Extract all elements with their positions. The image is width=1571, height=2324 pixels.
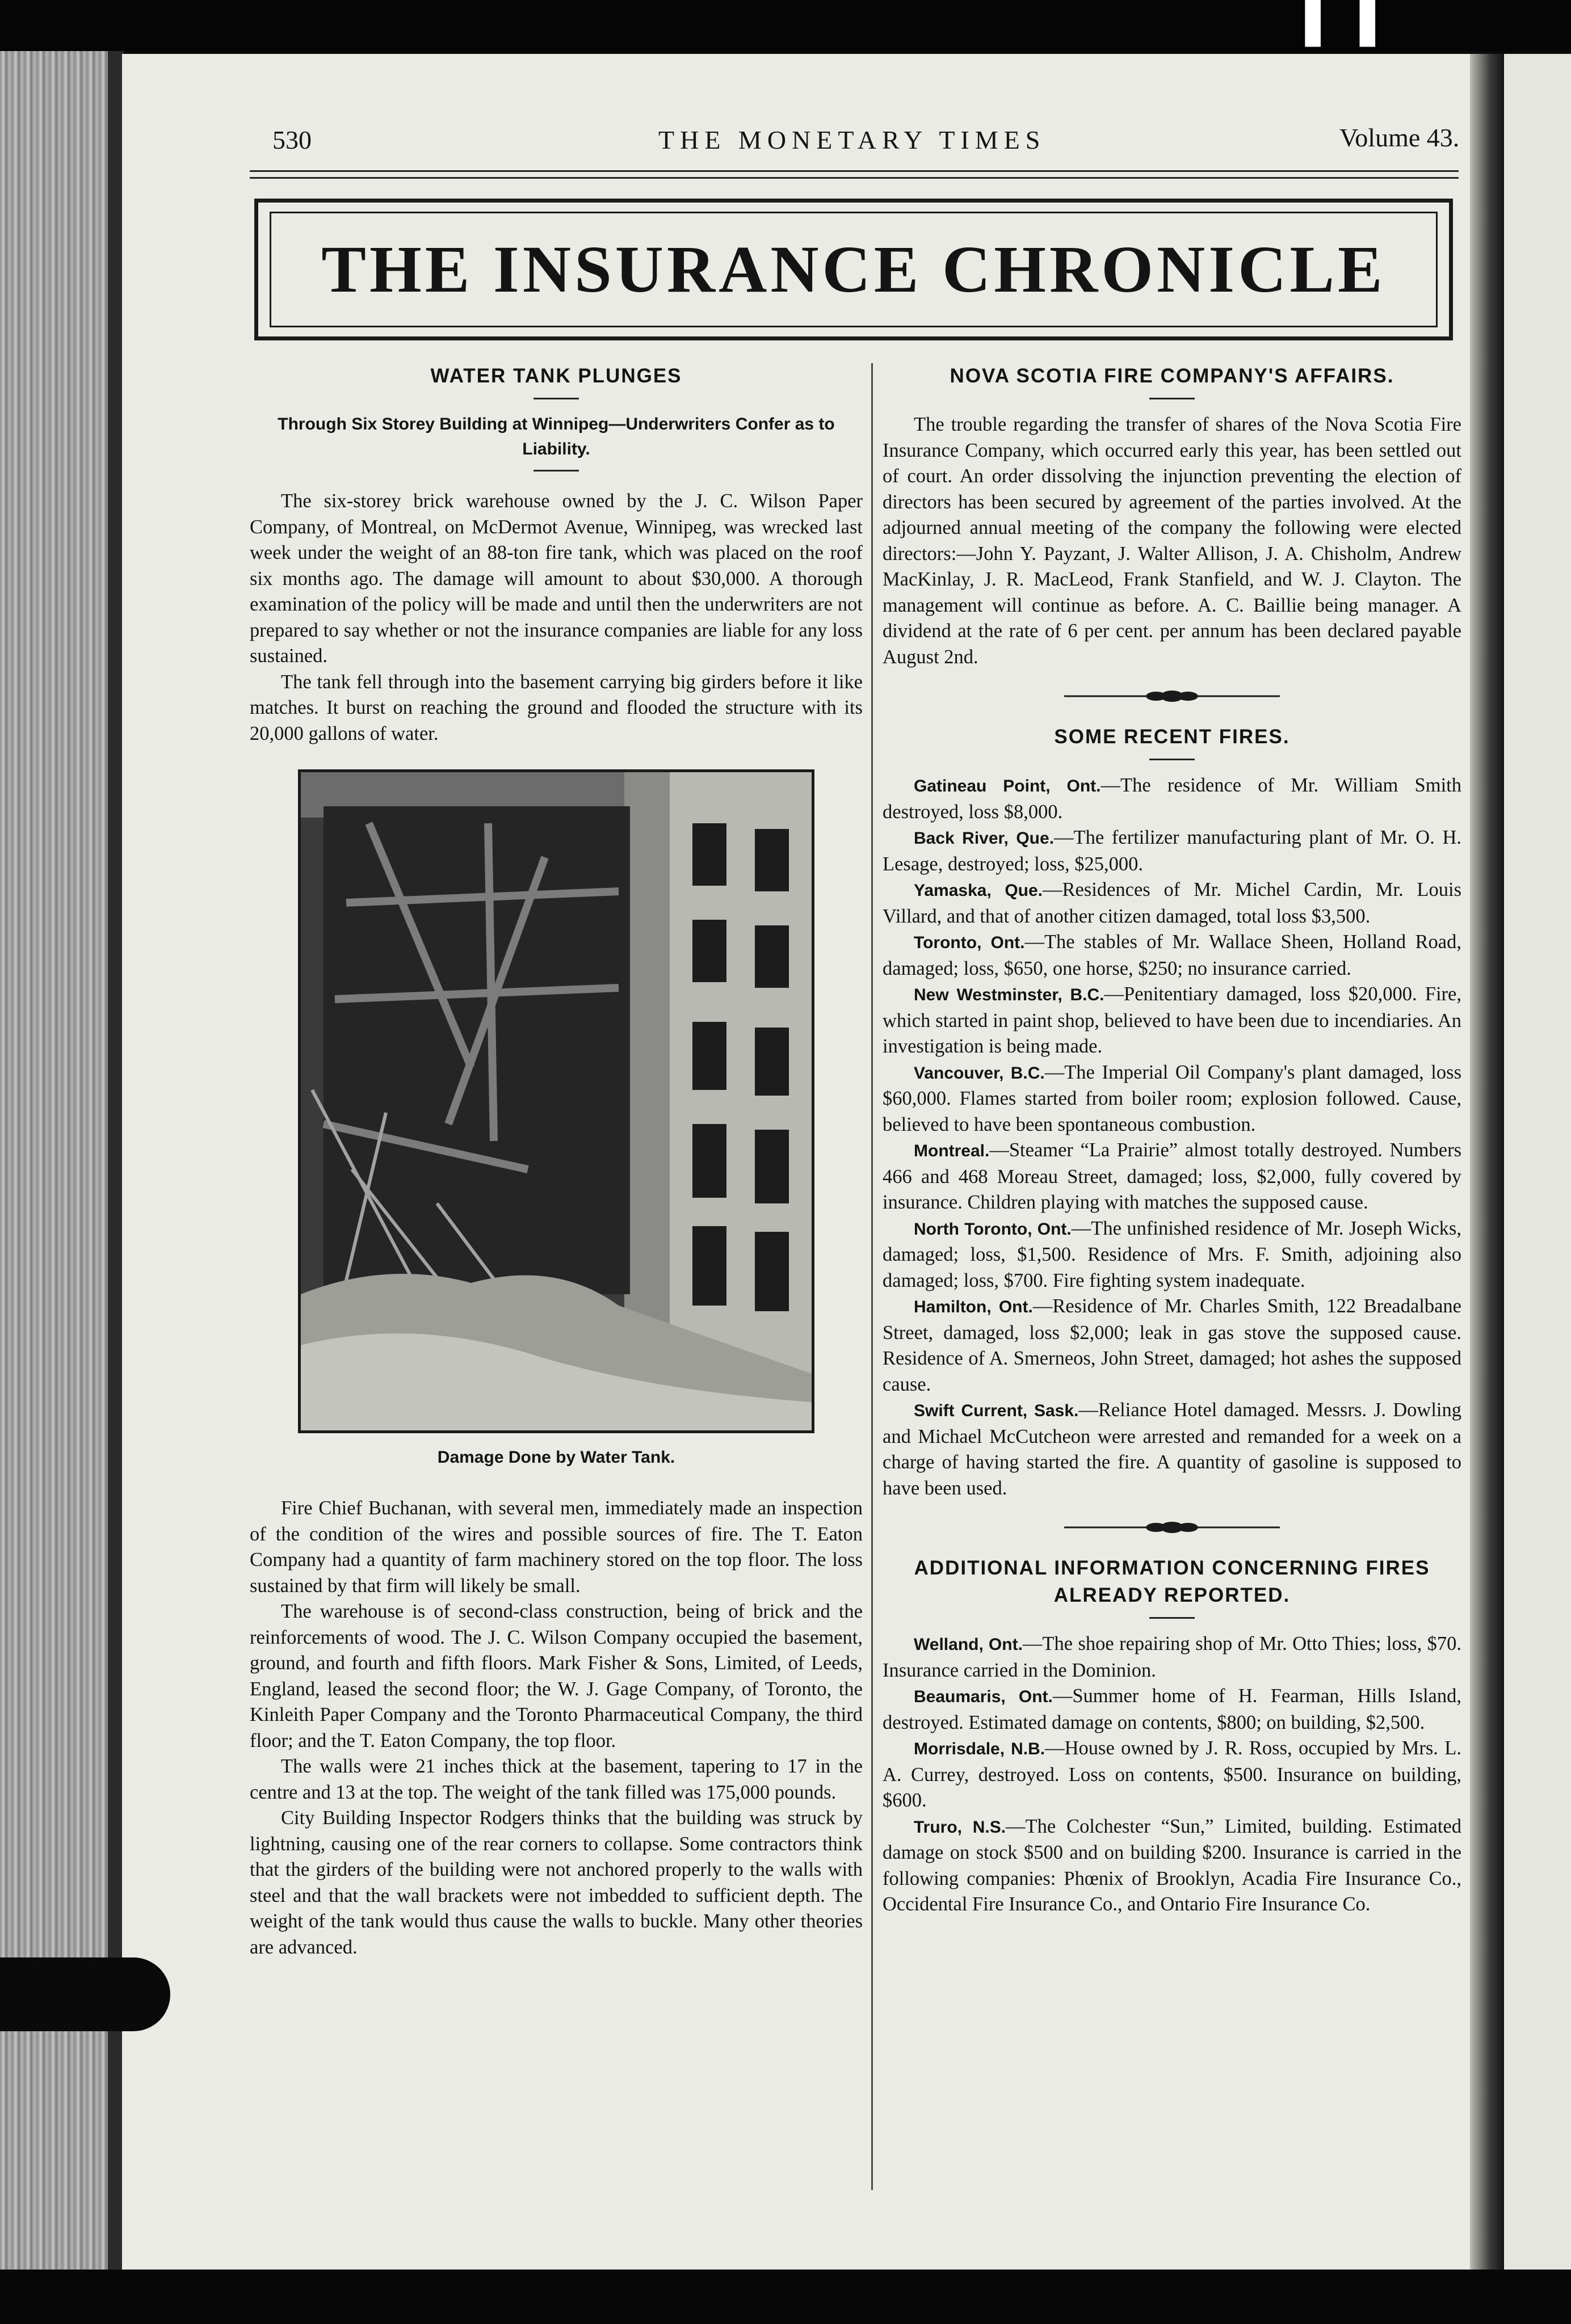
fire-location: Swift Current, Sask.	[914, 1401, 1079, 1420]
article-paragraph: The six-storey brick warehouse owned by the J. C. Wilson Paper Company, of Montreal, on McDermot Avenue, Winnipeg, was wrecked last week under the weight of an 88-ton fire tank, which was placed on the roof six months ago. The damage will amount to about $30,000. A thorough examination of the policy will be made and until then the underwriters are not prepared to say whether or not the insurance companies are liable for any loss sustained.	[250, 490, 863, 667]
fire-description: —House owned by J. R. Ross, occupied by Mrs. L. A. Currey, destroyed. Loss on contents, $500. Insurance on building, $600.	[883, 1737, 1461, 1811]
left-column	[250, 355, 863, 1960]
article-heading-nova-scotia: NOVA SCOTIA FIRE COMPANY'S AFFAIRS.	[950, 365, 1394, 387]
scanner-thumb-shadow	[0, 1957, 170, 2031]
subheading-rule	[534, 470, 579, 471]
page-number: 530	[272, 125, 312, 154]
fire-location: Hamilton, Ont.	[914, 1298, 1033, 1316]
section-title: THE INSURANCE CHRONICLE	[321, 232, 1386, 306]
header-rule-top	[250, 170, 1459, 172]
article-heading-water-tank: WATER TANK PLUNGES	[430, 365, 682, 387]
fire-entry	[883, 877, 1461, 929]
fire-location: Morrisdale, N.B.	[914, 1740, 1045, 1758]
fire-location: Beaumaris, Ont.	[914, 1687, 1053, 1706]
fire-description: —The Colchester “Sun,” Limited, building. Estimated damage on stock $500 and on building $200. Insurance is carried in the following companies: Phœnix of Brooklyn, Acadia Fire Insurance Co., Occidental Fire Insurance Co., and Ontario Fire Insurance Co.	[883, 1815, 1462, 1915]
fire-location: Vancouver, B.C.	[914, 1063, 1045, 1083]
fire-entry	[883, 1814, 1461, 1918]
spine-edge	[108, 51, 124, 2275]
article-paragraph: The warehouse is of second-class construction, being of brick and the reinforcements of wood. The J. C. Wilson Company occupied the basement, ground, and fourth and fifth floors. Mark Fisher & Sons, Limited, of Leeds, England, leased the second floor; the W. J. Gage Company, of Toronto, the Kinleith Paper Company and the Toronto Pharmaceutical Company, the third floor; and the T. Eaton Company, the top floor.	[250, 1601, 863, 1752]
fire-entry	[883, 1060, 1461, 1138]
fire-entry	[883, 773, 1461, 825]
fire-description: —The stables of Mr. Wallace Sheen, Holland Road, damaged; loss, $650, one horse, $250; no insurance carried.	[883, 931, 1461, 979]
section-ornament	[1064, 689, 1280, 703]
running-header	[272, 119, 1464, 165]
article-subheading: Through Six Storey Building at Winnipeg—Underwriters Confer as to Liability.	[278, 415, 835, 458]
column-divider	[871, 363, 873, 2190]
fire-entry	[883, 1631, 1461, 1683]
fire-description: —Steamer “La Prairie” almost totally destroyed. Numbers 466 and 468 Moreau Street, damaged; loss, $2,000, fully covered by insurance. Children playing with matches the supposed cause.	[883, 1139, 1461, 1213]
fire-entry	[883, 982, 1461, 1060]
fire-description: —Penitentiary damaged, loss $20,000. Fire, which started in paint shop, believed to have been due to incendiaries. An investigation is being made.	[883, 983, 1461, 1057]
article-paragraph: City Building Inspector Rodgers thinks that the building was struck by lightning, causing one of the rear corners to collapse. Some contractors think that the girders of the building were not anchored properly to the walls with steel and that the wall brackets were not imbedded to sufficient depth. The weight of the tank would thus cause the walls to buckle. Many other theories are advanced.	[250, 1807, 863, 1958]
article-heading-additional-info: ADDITIONAL INFORMATION CONCERNING FIRES ALREADY REPORTED.	[914, 1557, 1430, 1606]
heading-rule	[1149, 759, 1195, 760]
masthead-box	[254, 199, 1453, 340]
photo-caption: Damage Done by Water Tank.	[437, 1448, 675, 1467]
right-column	[883, 355, 1461, 1918]
fire-location: North Toronto, Ont.	[914, 1219, 1072, 1239]
fire-entry	[883, 1736, 1461, 1814]
fire-location: Gatineau Point, Ont.	[914, 777, 1101, 795]
fire-location: Welland, Ont.	[914, 1635, 1023, 1654]
fire-description: —Residences of Mr. Michel Cardin, Mr. Louis Villard, and that of another citizen damaged, total loss $3,500.	[883, 879, 1461, 927]
fire-location: Back River, Que.	[914, 829, 1055, 848]
scan-corner-marks: ▌ ▌	[1305, 0, 1396, 47]
fire-location: New Westminster, B.C.	[914, 986, 1104, 1004]
fire-description: —The residence of Mr. William Smith destroyed, loss $8,000.	[883, 774, 1461, 823]
fire-entry	[883, 1138, 1461, 1216]
fire-location: Toronto, Ont.	[914, 933, 1025, 952]
fire-description: —Summer home of H. Fearman, Hills Island, destroyed. Estimated damage on contents, $800; on building, $2,500.	[883, 1685, 1461, 1733]
heading-rule	[1149, 398, 1195, 399]
fire-description: —Residence of Mr. Charles Smith, 122 Breadalbane Street, damaged, loss $2,000; leak in gas stove the supposed cause. Residence of A. Smerneos, John Street, damaged; hot ashes the supposed cause.	[883, 1295, 1461, 1395]
fire-entry	[883, 1216, 1461, 1294]
fire-location: Yamaska, Que.	[914, 881, 1043, 900]
heading-rule	[1149, 1617, 1195, 1619]
scan-bottom-border	[0, 2270, 1571, 2324]
header-rule-bottom	[250, 177, 1459, 179]
article-paragraph: Fire Chief Buchanan, with several men, immediately made an inspection of the condition of the wires and possible sources of fire. The T. Eaton Company had a quantity of farm machinery stored on the top floor. The loss sustained by that firm will likely be small.	[250, 1497, 863, 1597]
volume-label: Volume 43.	[1339, 123, 1460, 152]
heading-rule	[534, 398, 579, 399]
article-paragraph: The tank fell through into the basement carrying big girders before it like matches. It burst on reaching the ground and flooded the structure with its 20,000 gallons of water.	[250, 671, 863, 744]
fire-description: —The unfinished residence of Mr. Joseph Wicks, damaged; loss, $1,500. Residence of Mrs. F. Smith, adjoining also damaged; loss, $700. Fire fighting system inadequate.	[883, 1217, 1461, 1291]
fire-location: Montreal.	[914, 1142, 990, 1160]
masthead-inner-frame	[270, 212, 1438, 327]
fire-entry	[883, 1294, 1461, 1397]
fire-entry	[883, 929, 1461, 982]
fire-location: Truro, N.S.	[914, 1817, 1006, 1837]
fire-description: —The Imperial Oil Company's plant damaged, loss $60,000. Flames started from boiler room; explosion followed. Cause, believed to have been spontaneous combustion.	[883, 1061, 1461, 1135]
adjacent-page-fragment	[1504, 54, 1571, 2270]
fire-entry	[883, 825, 1461, 877]
article-heading-recent-fires: SOME RECENT FIRES.	[1054, 726, 1290, 748]
page-gutter	[1470, 54, 1504, 2270]
magazine-name: THE MONETARY TIMES	[658, 125, 1046, 154]
fire-entry	[883, 1397, 1461, 1501]
photo-damaged-building	[298, 769, 814, 1433]
fire-description: —The shoe repairing shop of Mr. Otto Thies; loss, $70. Insurance carried in the Dominion.	[883, 1633, 1461, 1681]
building-photo-illustration	[301, 772, 812, 1430]
fire-description: —Reliance Hotel damaged. Messrs. J. Dowling and Michael McCutcheon were arrested and remanded for a week on a charge of having started the fire. A quantity of gasoline is supposed to have been used.	[883, 1399, 1461, 1499]
fire-description: —The fertilizer manufacturing plant of Mr. O. H. Lesage, destroyed; loss, $25,000.	[883, 827, 1462, 875]
article-paragraph: The walls were 21 inches thick at the basement, tapering to 17 in the centre and 13 at the top. The weight of the tank filled was 175,000 pounds.	[250, 1755, 863, 1803]
fire-entry	[883, 1683, 1461, 1736]
section-ornament	[1064, 1521, 1280, 1534]
article-paragraph: The trouble regarding the transfer of shares of the Nova Scotia Fire Insurance Company, which occurred early this year, has been settled out of court. An order dissolving the injunction preventing the election of directors has been secured by agreement of the parties involved. At the adjourned annual meeting of the company the following were elected directors:—John Y. Payzant, J. Walter Allison, J. A. Chisholm, Andrew MacKinlay, J. R. MacLeod, Frank Stanfield, and W. J. Clayton. The management will continue as before. A. C. Baillie being manager. A dividend at the rate of 6 per cent. per annum has been declared payable August 2nd.	[883, 414, 1461, 668]
book-spine	[0, 51, 119, 2275]
